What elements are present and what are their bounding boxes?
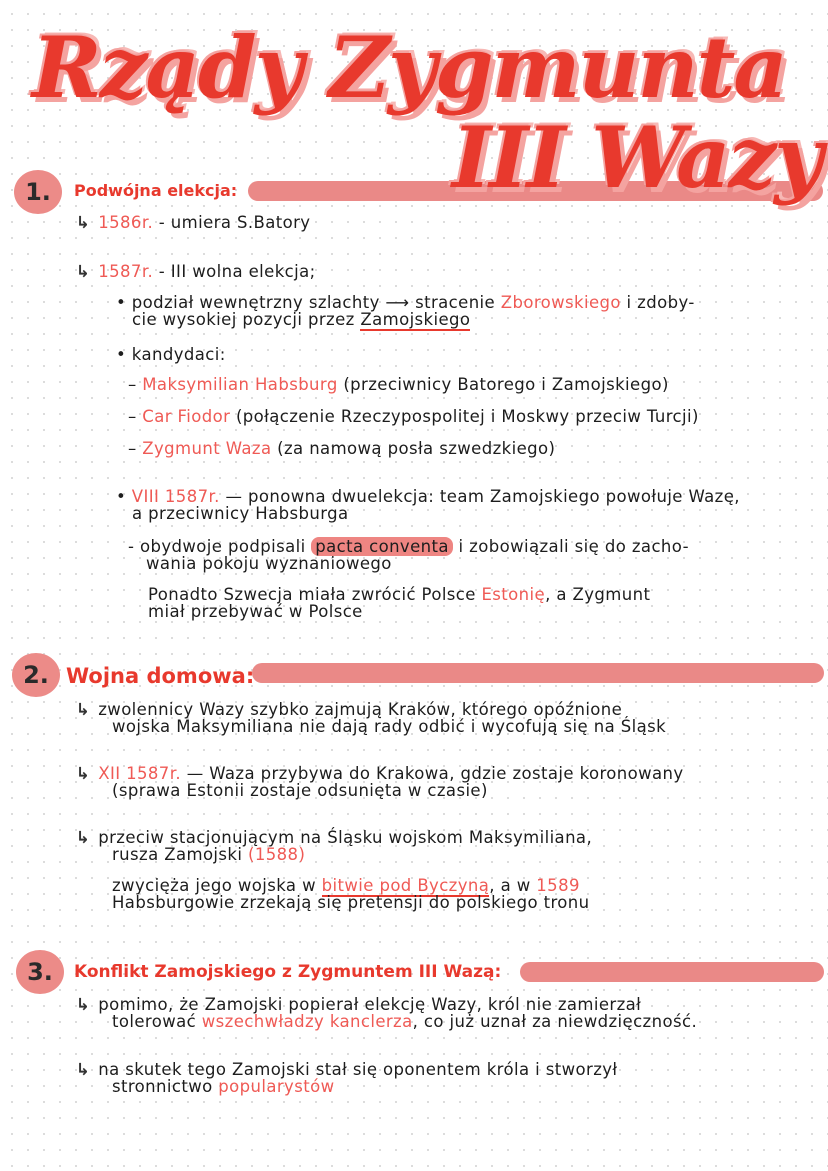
s1-bullet-podzial-cont: cie wysokiej pozycji przez Zamojskiego: [132, 310, 471, 329]
section-3-number: 3.: [16, 950, 64, 994]
turn-arrow-icon: ↳: [76, 995, 91, 1014]
s2-line-xii-1587-cont: (sprawa Estonii zostaje odsunięta w czasie): [112, 781, 488, 800]
s1-candidate-fiodor: – Car Fiodor (połączenie Rzeczypospolitej i Moskwy przeciw Turcji): [128, 407, 699, 426]
section-3-bar: [520, 962, 824, 982]
s1-line-1586: ↳ 1586r. - umiera S.Batory: [76, 213, 311, 232]
section-2-number: 2.: [12, 653, 60, 697]
s1-bullet-viii-1587: • VIII 1587r. — ponowna dwuelekcja: team Zamojskiego powołuje Wazę,: [116, 487, 740, 506]
s3-line-pomimo-cont: tolerować wszechwładzy kanclerza, co już uznał za niewdzięczność.: [112, 1012, 698, 1031]
s2-line-przeciw: ↳ przeciw stacjonującym na Śląsku wojskom Maksymiliana,: [76, 828, 593, 847]
s1-pacta-conventa-cont: wania pokoju wyznaniowego: [146, 554, 392, 573]
s1-bullet-viii-1587-cont: a przeciwnicy Habsburga: [132, 504, 349, 523]
s2-line-krakow-cont: wojska Maksymiliana nie dają rady odbić i wycofują się na Śląsk: [112, 717, 667, 736]
s2-line-krakow: ↳ zwolennicy Wazy szybko zajmują Kraków, którego opóźnione: [76, 700, 623, 719]
s1-pacta-conventa: - obydwoje podpisali pacta conventa i zobowiązali się do zacho-: [128, 537, 689, 556]
turn-arrow-icon: ↳: [76, 262, 91, 281]
s1-bullet-podzial: • podział wewnętrzny szlachty ⟶ stracenie Zborowskiego i zdoby-: [116, 293, 695, 312]
turn-arrow-icon: ↳: [76, 764, 91, 783]
section-3-heading: Konflikt Zamojskiego z Zygmuntem III Wazą:: [74, 962, 502, 982]
turn-arrow-icon: ↳: [76, 828, 91, 847]
s1-ponadto: Ponadto Szwecja miała zwrócić Polsce Estonię, a Zygmunt: [148, 585, 651, 604]
s2-line-zwycieza-cont: Habsburgowie zrzekają się pretensji do polskiego tronu: [112, 893, 590, 912]
s1-candidate-maksymilian: – Maksymilian Habsburg (przeciwnicy Batorego i Zamojskiego): [128, 375, 669, 394]
turn-arrow-icon: ↳: [76, 1060, 91, 1079]
page-title-line-1: Rządy Zygmunta: [32, 18, 786, 117]
section-1-heading: Podwójna elekcja:: [74, 181, 238, 200]
turn-arrow-icon: ↳: [76, 213, 91, 232]
s1-line-1587: ↳ 1587r. - III wolna elekcja;: [76, 262, 316, 281]
s3-line-skutek-cont: stronnictwo popularystów: [112, 1077, 335, 1096]
section-2-bar: [252, 663, 824, 683]
s2-line-xii-1587: ↳ XII 1587r. — Waza przybywa do Krakowa, gdzie zostaje koronowany: [76, 764, 684, 783]
s3-line-skutek: ↳ na skutek tego Zamojski stał się oponentem króla i stworzył: [76, 1060, 618, 1079]
s2-line-zwyciezа: zwycięża jego wojska w bitwie pod Byczyną, a w 1589: [112, 876, 580, 895]
turn-arrow-icon: ↳: [76, 700, 91, 719]
section-2-heading: Wojna domowa:: [66, 664, 255, 688]
section-1-number: 1.: [14, 170, 62, 214]
page-title-line-2: III Wazy: [452, 108, 822, 207]
s1-candidate-zygmunt: – Zygmunt Waza (za namową posła szwedzkiego): [128, 439, 556, 458]
s1-bullet-kandydaci: • kandydaci:: [116, 345, 226, 364]
s2-line-przeciw-cont: rusza Zamojski (1588): [112, 845, 306, 864]
s3-line-pomimo: ↳ pomimo, że Zamojski popierał elekcję Wazy, król nie zamierzał: [76, 995, 642, 1014]
s1-ponadto-cont: miał przebywać w Polsce: [148, 602, 363, 621]
